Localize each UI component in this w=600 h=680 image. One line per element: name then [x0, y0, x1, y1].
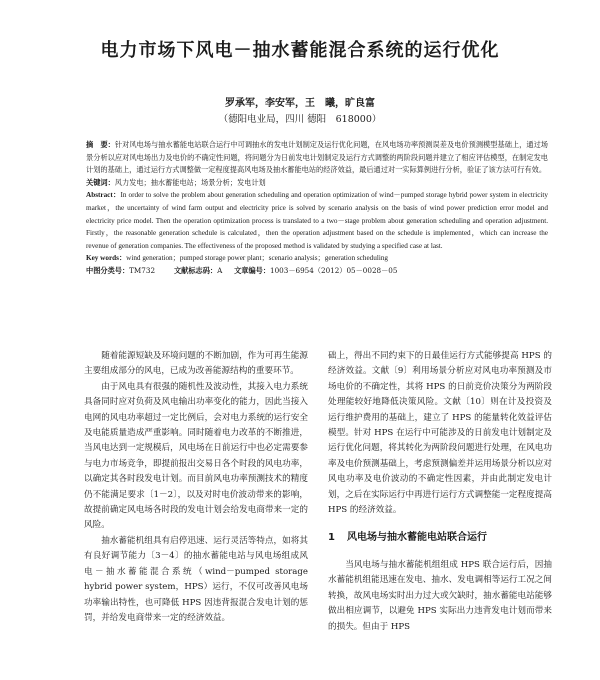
body-paragraph: 由于风电具有很强的随机性及波动性，其接入电力系统具备同时应对负荷及风电输出功率变化的能力，因此当接入电网的风电功率超过一定比例后，会对电力系统的运行安全及电能质量造成严重影响。同时随着电力改革的不断推进，当风电达到一定规模后，风电场在日前运行中也必定需要参与电力市场竞争，即提前报出交易日各个时段的风电功率，以确定其各时段发电计划。而目前风电功率预测技术的精度仍不能满足要求〔1－2〕，以及对时电价波动带来的影响，故提前确定风电场各时段的发电计划会给发电商带来一定的风险。: [84, 381, 308, 531]
article-id-value: 1003－6954（2012）05－0028－05: [270, 265, 398, 275]
section-title: 风电场与抽水蓄能电站联合运行: [346, 532, 487, 544]
authors: 罗承军，李安军，王 曦，旷良富: [225, 98, 375, 109]
abstract-en-label: Abstract：: [86, 191, 121, 200]
right-column: [328, 349, 552, 679]
abstract-en: [86, 189, 548, 252]
abstract-block: [86, 139, 548, 278]
section-number: 1: [328, 532, 335, 544]
doc-code-label: 文献标志码：: [173, 265, 218, 275]
doc-code-value: A: [217, 265, 223, 275]
affiliation: （德阳电业局，四川 德阳 618000）: [218, 114, 382, 125]
abstract-en-text: In order to solve the problem about generation scheduling and operation optimization of wind－pumped storage hybrid power system in electricity market，the uncertainty of wind farm output and electricity price is solved by scenario analysis on the basis of wind power prediction error model and electricity price model. Then the operation optimization process is translated to a two－stage problem about generation scheduling and operation adjustment. Firstly，the reasonable generation schedule is calculated，then the operation adjustment based on the schedule is implemented，which can increase the revenue of generation companies. The effectiveness of the proposed method is validated by studying a specified case at last.: [86, 191, 549, 250]
left-column: [84, 349, 308, 679]
clc-label: 中图分类号：: [86, 265, 130, 275]
section-heading: [328, 530, 552, 545]
article-id-label: 文章编号：: [234, 265, 271, 275]
body-paragraph: 础上，得出不同约束下的日最佳运行方式能够提高 HPS 的经济效益。文献〔9〕利用场景分析应对风电功率预测及市场电价的不确定性，其将 HPS 的日前竞价决策分为两阶段处理能较好地降低决策风险。文献〔10〕则在计及投资及运行维护费用的基础上，建立了 HPS 的能量转化效益评估模型。针对 HPS 在运行中可能涉及的日前发电计划制定及运行优化问题，将其转化为两阶段问题进行处理，在风电功率及电价预测基础上，考虑预测偏差并运用场景分析以应对风电功率及电价波动的不确定性因素，并由此制定发电计划，之后在实际运行中再进行运行方式调整能一定程度提高 HPS 的经济效益。: [328, 351, 552, 516]
clc-value: TM732: [129, 265, 156, 275]
abstract-cn-label: 摘 要：: [86, 140, 115, 149]
body-columns: [84, 349, 552, 679]
keywords-cn: [86, 177, 548, 190]
paper-title: 电力市场下风电－抽水蓄能混合系统的运行优化: [100, 40, 500, 61]
classification-line: [86, 265, 548, 278]
keywords-en-label: Key words：: [86, 254, 127, 263]
abstract-cn: [86, 139, 548, 177]
body-paragraph: 抽水蓄能机组具有启停迅速、运行灵活等特点，如将其有良好调节能力〔3－4〕的抽水蓄能电站与风电场组成风电－抽水蓄能混合系统（wind－pumped storage hybrid power system，HPS）运行，不仅可改善风电场功率输出特性，也可降低 HPS 因违背报混合发电计划的惩罚，并给发电商带来一定的经济效益。: [84, 535, 308, 623]
keywords-cn-text: 风力发电；抽水蓄能电站；场景分析；发电计划: [114, 177, 266, 187]
abstract-cn-text: 针对风电场与抽水蓄能电站联合运行中可调抽水的发电计划制定及运行优化问题，在风电场功率预测误差及电价预测模型基础上，通过场景分析以应对风电场出力及电价的不确定性问题，将问题分为日前发电计划制定及运行方式调整的两阶段问题并建立了相应评估模型，在制定发电计划的基础上，通过运行方式调整做一定程度提高风电场及抽水蓄能电站的经济效益，最后通过对一实际算例进行分析，验证了该方法可行有效。: [86, 140, 548, 175]
keywords-en: [86, 252, 548, 265]
body-paragraph: 随着能源短缺及环境问题的不断加剧，作为可再生能源主要组成部分的风电，已成为改善能源结构的重要环节。: [84, 351, 308, 377]
keywords-en-text: wind generation；pumped storage power plant；scenario analysis；generation scheduling: [126, 254, 389, 263]
keywords-cn-label: 关键词：: [86, 177, 115, 187]
body-paragraph: 当风电场与抽水蓄能机组组成 HPS 联合运行后，因抽水蓄能机组能迅速在发电、抽水、发电调相等运行工况之间转换，故风电场实时出力过大或欠缺时，抽水蓄能电站能够做出相应调节，以避免 HPS 实际出力违背发电计划而带来的损失。但由于 HPS: [328, 559, 552, 632]
